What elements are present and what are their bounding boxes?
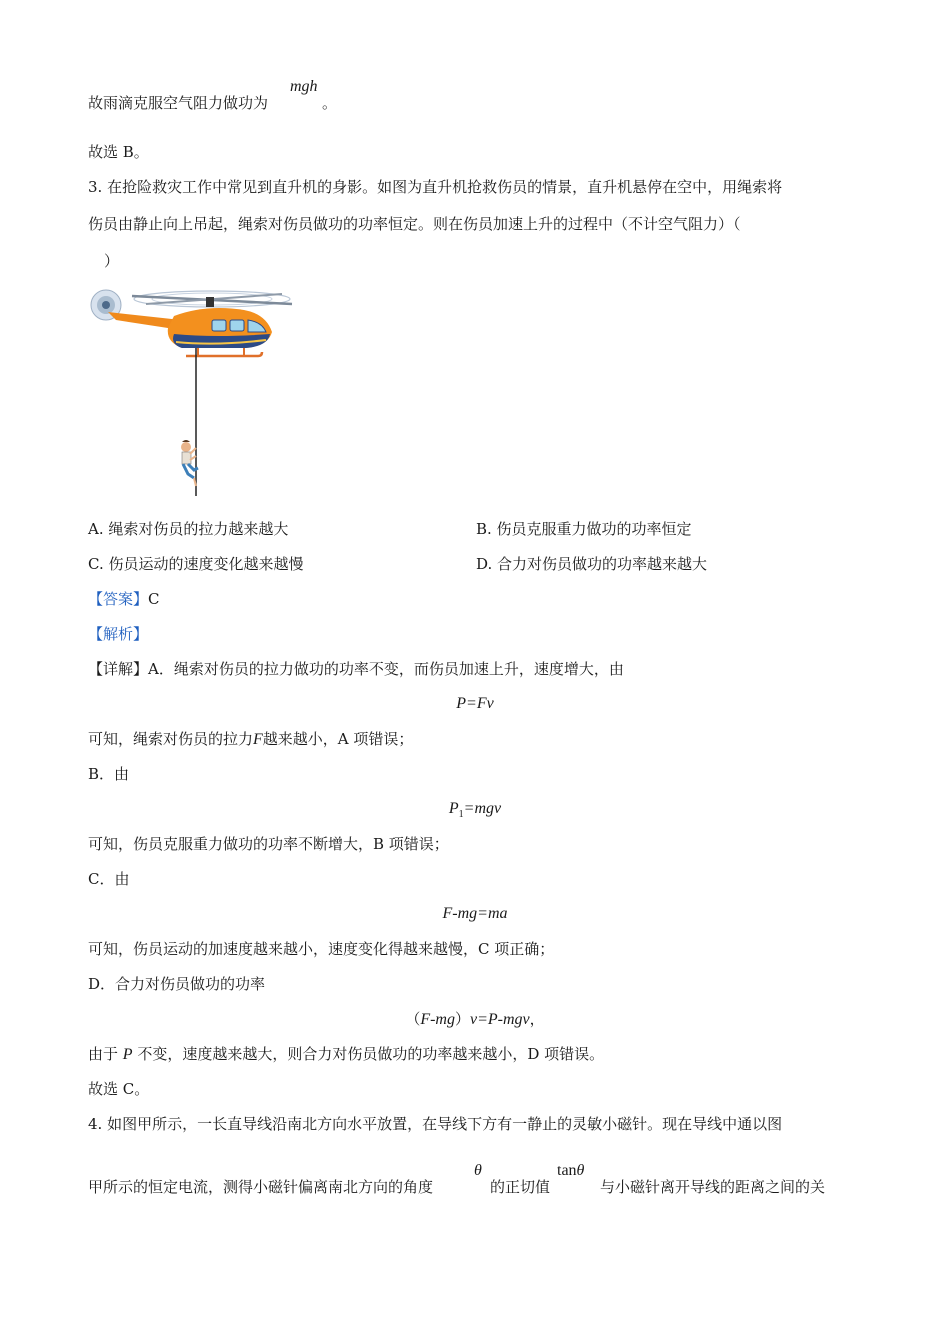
equation-2	[0, 799, 950, 825]
tan-text: tan	[557, 1162, 577, 1179]
text: 与小磁针离开导线的距离之间的关	[600, 1178, 826, 1196]
detail-label: 【详解】	[88, 660, 149, 678]
paren-open: （	[405, 1010, 421, 1028]
final-answer: 故选 C。	[88, 1080, 150, 1098]
option-a: A. 绳索对伤员的拉力越来越大	[88, 520, 289, 538]
var-f: F	[253, 731, 263, 748]
c-conclusion: 可知，伤员运动的加速度越来越小，速度变化得越来越慢，C 项正确；	[88, 940, 555, 958]
equation-4	[0, 1009, 950, 1030]
sentence: 故雨滴克服空气阻力做功为	[88, 94, 269, 112]
theta-symbol: θ	[474, 1162, 482, 1179]
b-head: B．由	[88, 765, 130, 783]
question-4-line-1: 4. 如图甲所示，一长直导线沿南北方向水平放置，在导线下方有一静止的灵敏小磁针。现在导线中通以图	[88, 1115, 783, 1133]
var-p: P	[448, 800, 459, 817]
answer-value: C	[148, 590, 160, 608]
b-conclusion: 可知，伤员克服重力做功的功率不断增大，B 项错误；	[88, 835, 449, 853]
period: 。	[322, 94, 338, 112]
eq-rest: v=P-mgv	[470, 1011, 530, 1028]
a-conclusion	[88, 729, 413, 750]
math-mgh: mgh	[290, 78, 318, 95]
theta-symbol: θ	[576, 1162, 585, 1179]
text: 由于	[88, 1045, 119, 1063]
answer-line	[88, 589, 160, 609]
question-3-line-1: 3. 在抢险救灾工作中常见到直升机的身影。如图为直升机抢救伤员的情景，直升机悬停在空中，用绳索将	[88, 178, 783, 196]
comma: ，	[529, 1010, 545, 1028]
option-d: D. 合力对伤员做功的功率越来越大	[476, 555, 708, 573]
c-head: C．由	[88, 870, 130, 888]
d-conclusion	[88, 1044, 604, 1065]
eq-rest: =mgv	[463, 800, 502, 817]
equation-1: P=Fv	[456, 695, 494, 712]
option-b: B. 伤员克服重力做功的功率恒定	[476, 520, 692, 538]
analysis-label: 【解析】	[88, 625, 149, 643]
answer-label: 【答案】	[88, 590, 149, 608]
var-p: P	[122, 1046, 133, 1063]
equation-3: F-mg=ma	[442, 905, 508, 922]
subscript: 1	[458, 809, 464, 821]
detail-a-line	[88, 659, 624, 679]
text: 不变，速度越来越大，则合力对伤员做功的功率越来越小，D 项错误。	[137, 1045, 605, 1063]
text: 的正切值	[490, 1178, 551, 1196]
text-line	[88, 93, 268, 113]
question-3-line-3: ）	[104, 252, 120, 270]
question-4-line-2	[88, 1177, 433, 1197]
tan-symbol	[557, 1162, 584, 1180]
d-head: D．合力对伤员做功的功率	[88, 975, 266, 993]
helicopter-rescue-illustration	[86, 282, 296, 502]
question-3-line-2: 伤员由静止向上吊起，绳索对伤员做功的功率恒定。则在伤员加速上升的过程中（不计空气阻力）（	[88, 215, 741, 233]
text: 甲所示的恒定电流，测得小磁针偏离南北方向的角度	[88, 1178, 434, 1196]
eq-mid: F-mg	[420, 1011, 455, 1028]
paren-close: ）	[454, 1010, 470, 1028]
option-c: C. 伤员运动的速度变化越来越慢	[88, 555, 304, 573]
text-line: 故选 B。	[88, 143, 149, 161]
text: 可知，绳索对伤员的拉力	[88, 730, 254, 748]
detail-a-text: A．绳索对伤员的拉力做功的功率不变，而伤员加速上升，速度增大，由	[148, 660, 624, 678]
text: 越来越小，A 项错误；	[262, 730, 414, 748]
